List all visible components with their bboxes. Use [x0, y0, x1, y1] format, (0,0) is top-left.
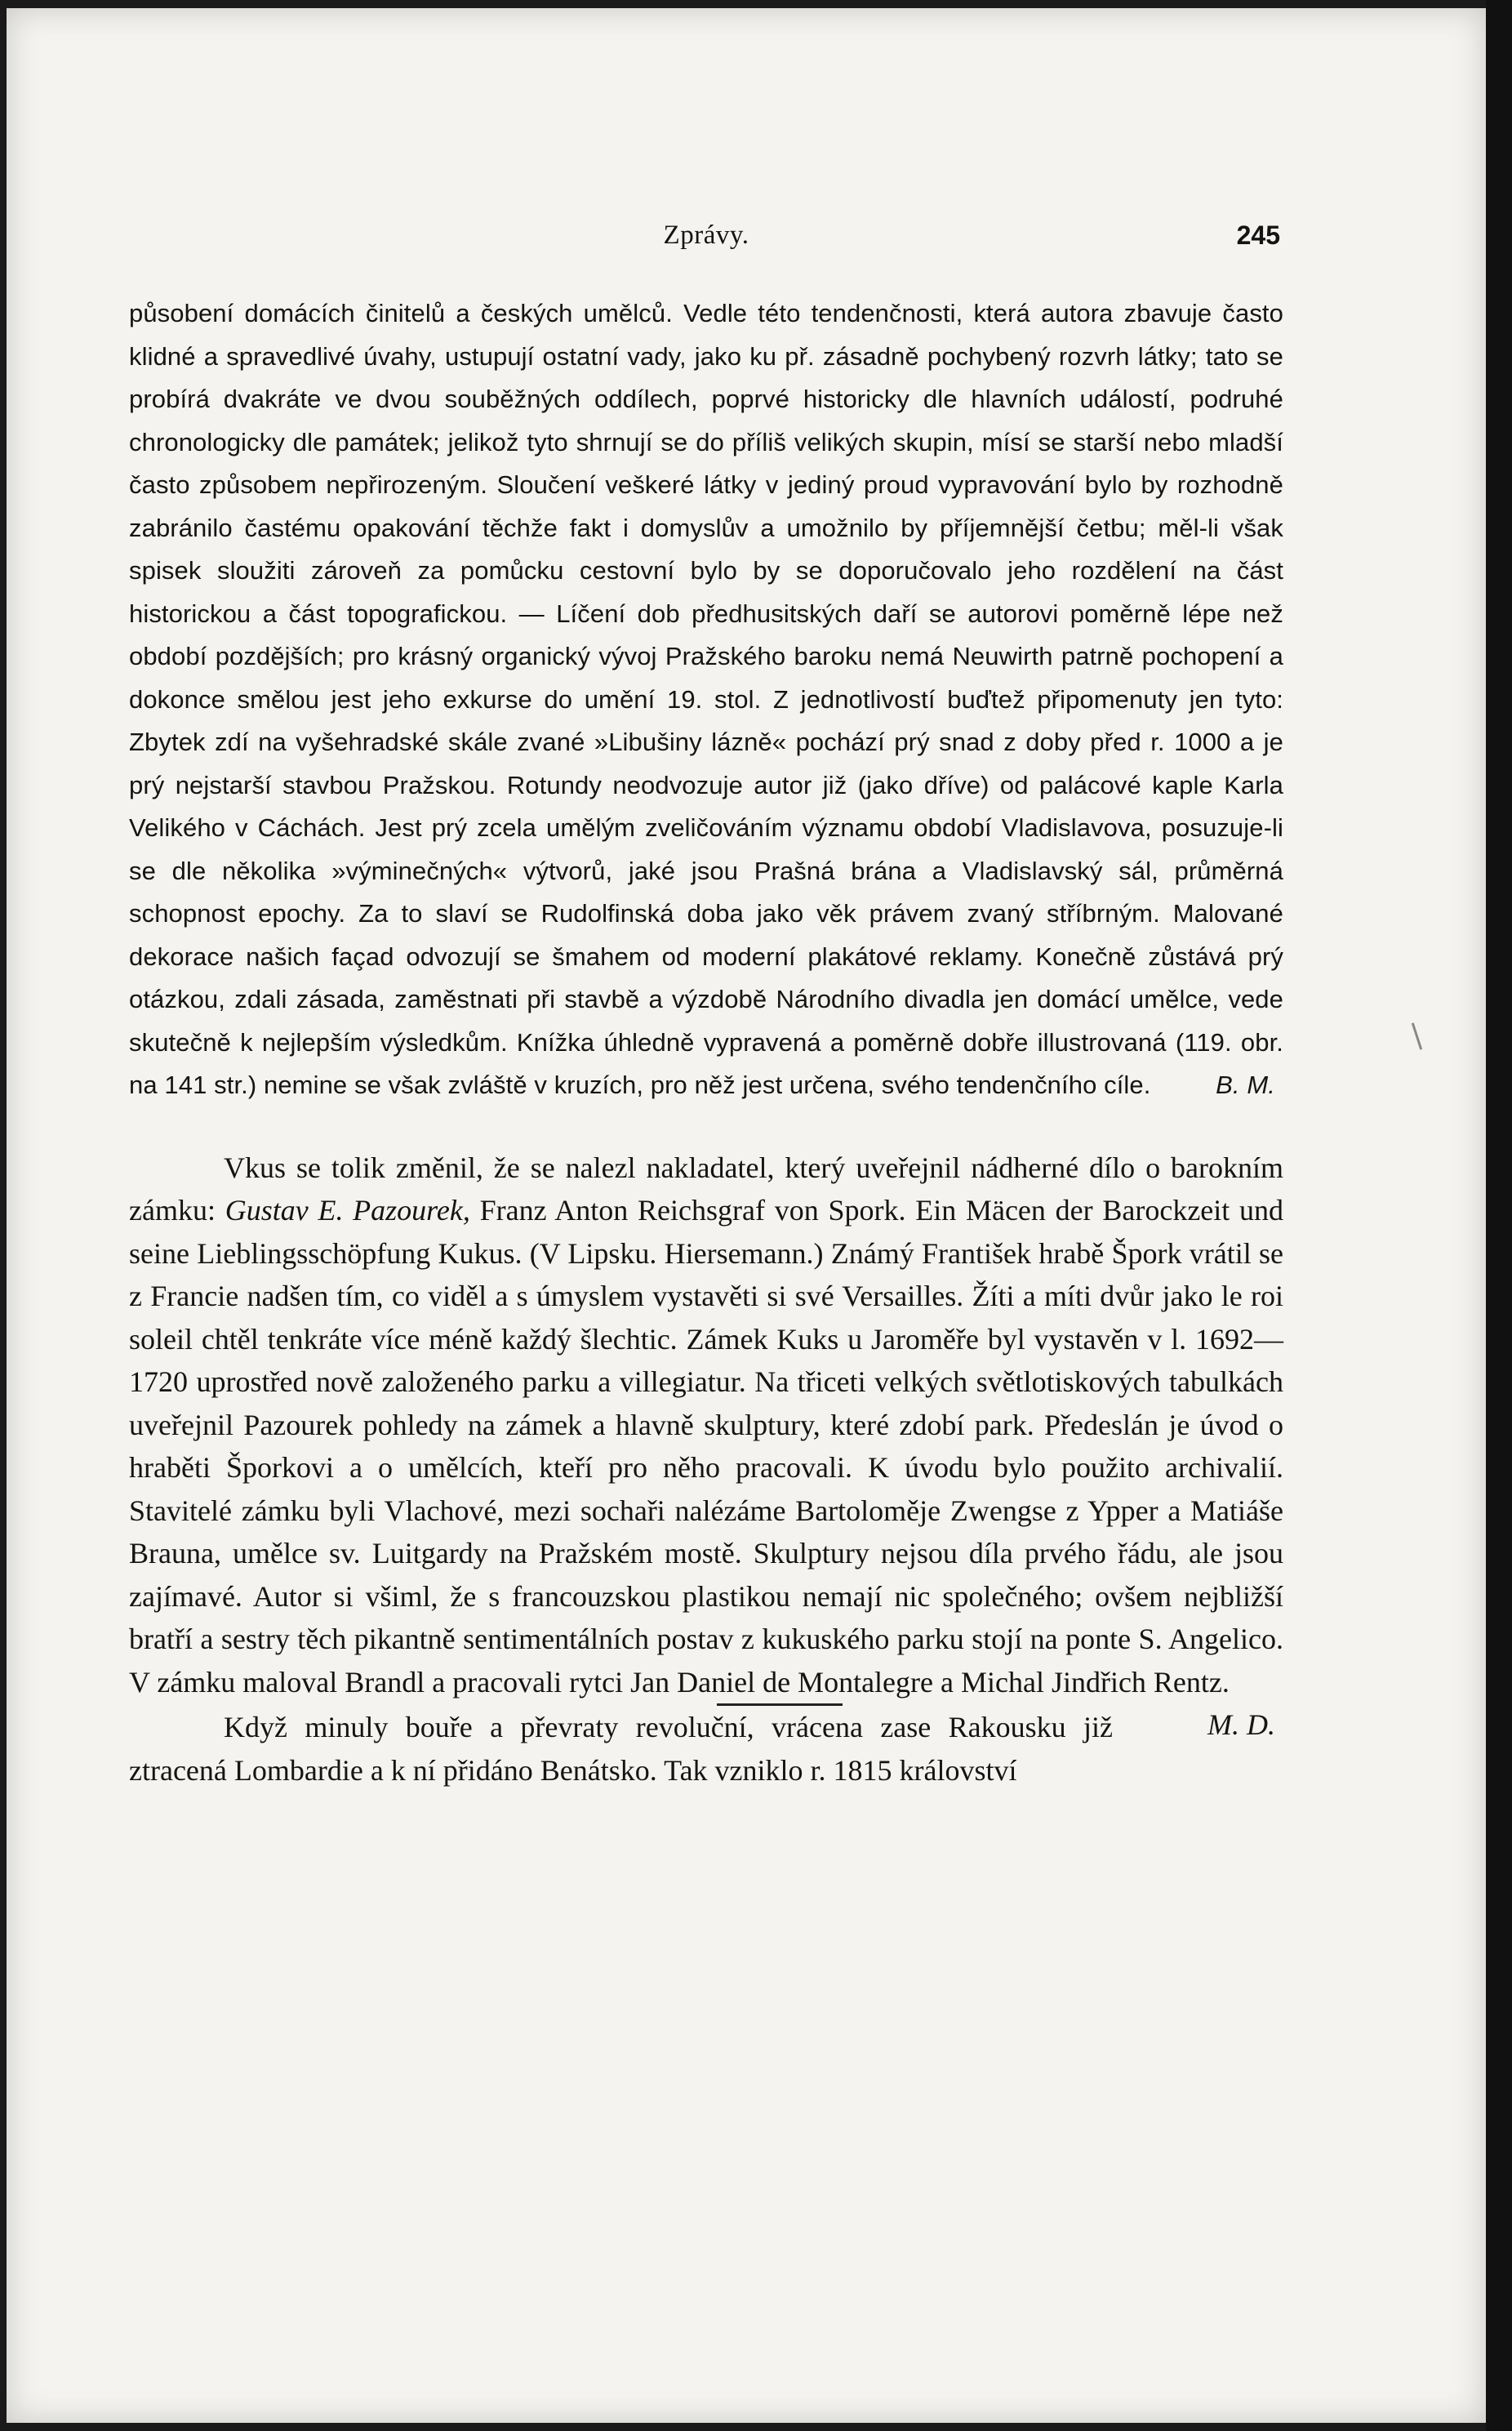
review-2-author: Gustav E. Pazourek, — [225, 1194, 470, 1227]
review-1-signature: B. M. — [1216, 1071, 1275, 1099]
review-paragraph-2 — [129, 1146, 1284, 1741]
review-3-text: Když minuly bouře a převraty revoluční, vrácena zase Rakousku již ztracená Lombardie a k ní přidáno Benátsko. Tak vzniklo r. 1815 království — [129, 1711, 1113, 1787]
review-paragraph-3 — [129, 1706, 1283, 1792]
review-paragraph-1 — [129, 292, 1283, 1107]
running-header — [129, 204, 1283, 258]
text-column — [129, 204, 1283, 1792]
section-divider — [717, 1703, 843, 1706]
page-body — [129, 292, 1283, 1792]
page-edge-shadow — [1486, 0, 1512, 2431]
page-number: 245 — [1236, 220, 1280, 250]
review-2-signature: M. D. — [1207, 1708, 1275, 1741]
review-2-text: Franz Anton Reichsgraf von Spork. Ein Mäcen der Barockzeit und seine Lieblingsschöpfung Kukus. (V Lipsku. Hiersemann.) Známý František hrabě Špork vrátil se z Francie nadšen tím, co viděl a s úmyslem vystavěti si své Versailles. Žíti a míti dvůr jako le roi soleil chtěl tenkráte více méně každý šlechtic. Zámek Kuks u Jaroměře byl vystavěn v l. 1692—1720 uprostřed nově založeného parku a villegiatur. Na třiceti velkých světlotiskových tabulkách uveřejnil Pazourek pohledy na zámek a hlavně skulptury, které zdobí park. Předeslán je úvod o hraběti Šporkovi a o umělcích, kteří pro něho pracovali. K úvodu bylo použito archivalií. Stavitelé zámku byli Vlachové, mezi sochaři nalézáme Bartoloměje Zwengse z Ypper a Matiáše Brauna, umělce sv. Luitgardy na Pražském mostě. Skulptury nejsou díla prvého řádu, ale jsou zajímavé. Autor si všiml, že s francouzskou plastikou nemají nic společného; ovšem nejbližší bratří a sestry těch pikantně sentimentálních postav z kukuského parku stojí na ponte S. Angelico. V zámku maloval Brandl a pracovali rytci Jan Daniel de Montalegre a Michal Jindřich Rentz. — [129, 1194, 1284, 1699]
review-2-intro: Vkus se tolik změnil, že se nalezl nakladatel, který uveřejnil nádherné dílo o barokním zámku: — [129, 1151, 1283, 1227]
section-title: Zprávy. — [663, 220, 749, 250]
review-1-text: působení domácích činitelů a českých umělců. Vedle této tendenčnosti, která autora zbavuje často klidné a spravedlivé úvahy, ustupují ostatní vady, jako ku př. zásadně pochybený rozvrh látky; tato se probírá dvakráte ve dvou souběžných oddílech, poprvé historicky dle hlavních událostí, podruhé chronologicky dle památek; jelikož tyto shrnují se do příliš velikých skupin, mísí se starší nebo mladší často způsobem nepřirozeným. Sloučení veškeré látky v jediný proud vypravování bylo by rozhodně zabránilo častému opakování těchže fakt i domyslův a umožnilo by příjemnější četbu; měl-li však spisek sloužiti zároveň za pomůcku cestovní bylo by se doporučovalo jeho rozdělení na část historickou a část topografickou. — Líčení dob předhusitských daří se autorovi poměrně lépe než období pozdějších; pro krásný organický vývoj Pražského baroku nemá Neuwirth patrně pochopení a dokonce smělou jest jeho exkurse do umění 19. stol. Z jednotlivostí buďtež připomenuty jen tyto: Zbytek zdí na vyšehradské skále zvané »Libušiny lázně« pochází prý snad z doby před r. 1000 a je prý nejstarší stavbou Pražskou. Rotundy neodvozuje autor již (jako dříve) od palácové kaple Karla Velikého v Cáchách. Jest prý zcela umělým zveličováním významu období Vladislavova, posuzuje-li se dle několika »výminečných« výtvorů, jaké jsou Prašná brána a Vladislavský sál, průměrná schopnost epochy. Za to slaví se Rudolfinská doba jako věk právem zvaný stříbrným. Malované dekorace našich façad odvozují se šmahem od moderní plakátové reklamy. Konečně zůstává prý otázkou, zdali zásada, zaměstnati při stavbě a výzdobě Národního divadla jen domácí umělce, vede skutečně k nejlepším výsledkům. Knížka úhledně vypravená a poměrně dobře illustrovaná (119. obr. na 141 str.) nemine se však zvláště v kruzích, pro něž jest určena, svého tendenčního cíle. — [129, 299, 1283, 1099]
